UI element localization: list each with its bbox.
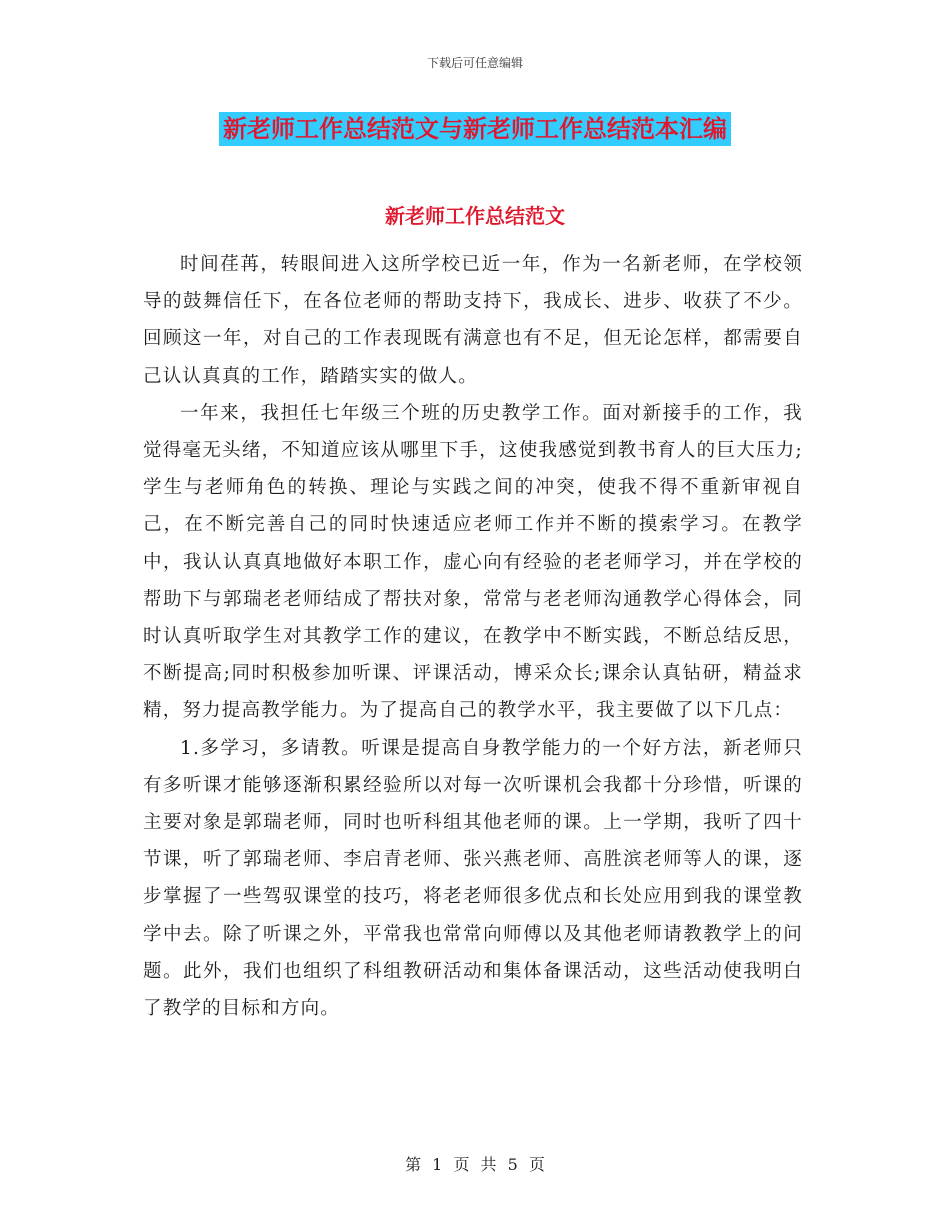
body-text [143, 246, 803, 1027]
main-title-wrap [0, 112, 950, 146]
main-title: 新老师工作总结范文与新老师工作总结范本汇编 [219, 112, 731, 146]
header-note: 下载后可任意编辑 [426, 56, 523, 70]
paragraph: 1.多学习，多请教。听课是提高自身教学能力的一个好方法，新老师只有多听课才能够逐渐积累经验所以对每一次听课机会我都十分珍惜，听课的主要对象是郭瑞老师，同时也听科组其他老师的课。上一学期，我听了四十节课，听了郭瑞老师、李启青老师、张兴燕老师、高胜滨老师等人的课，逐步掌握了一些驾驭课堂的技巧，将老老师很多优点和长处应用到我的课堂教学中去。除了听课之外，平常我也常常向师傅以及其他老师请教教学上的问题。此外，我们也组织了科组教研活动和集体备课活动，这些活动使我明白了教学的目标和方向。 [143, 737, 803, 1020]
paragraph: 时间荏苒，转眼间进入这所学校已近一年，作为一名新老师，在学校领导的鼓舞信任下，在各位老师的帮助支持下，我成长、进步、收获了不少。回顾这一年，对自己的工作表现既有满意也有不足，但无论怎样，都需要自己认认真真的工作，踏踏实实的做人。 [143, 254, 803, 387]
paragraph: 一年来，我担任七年级三个班的历史教学工作。面对新接手的工作，我觉得毫无头绪，不知道应该从哪里下手，这使我感觉到教书育人的巨大压力;学生与老师角色的转换、理论与实践之间的冲突，使我不得不重新审视自己，在不断完善自己的同时快速适应老师工作并不断的摸索学习。在教学中，我认认真真地做好本职工作，虚心向有经验的老老师学习，并在学校的帮助下与郭瑞老老师结成了帮扶对象，常常与老老师沟通教学心得体会，同时认真听取学生对其教学工作的建议，在教学中不断实践，不断总结反思，不断提高;同时积极参加听课、评课活动，博采众长;课余认真钻研，精益求精，努力提高教学能力。为了提高自己的教学水平，我主要做了以下几点： [143, 402, 803, 722]
sub-title: 新老师工作总结范文 [385, 204, 565, 228]
page-footer: 第 1 页 共 5 页 [405, 1155, 545, 1174]
